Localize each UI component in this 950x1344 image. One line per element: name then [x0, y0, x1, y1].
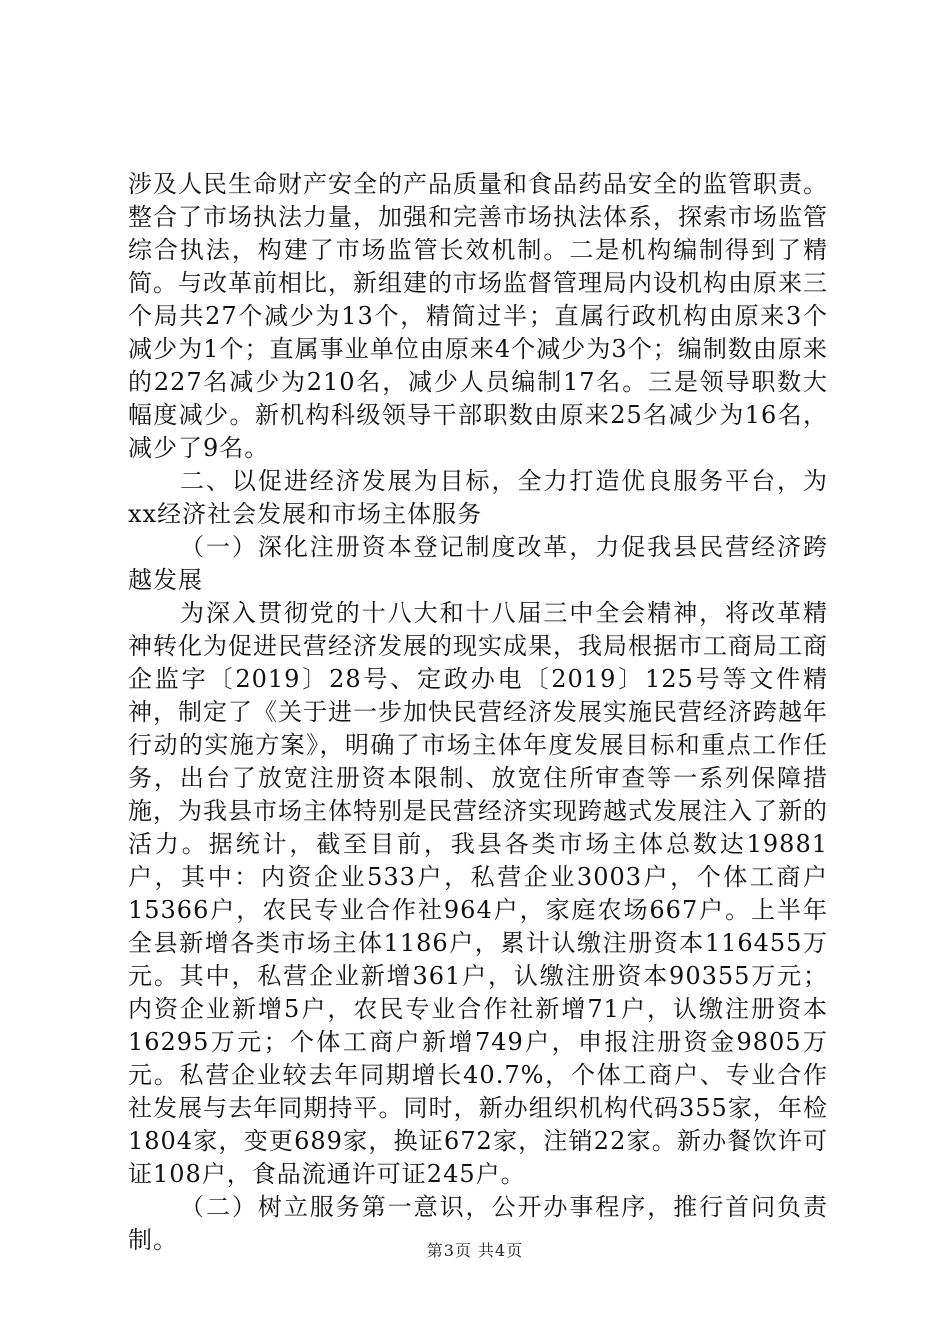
heading-section-two: 二、以促进经济发展为目标，全力打造优良服务平台，为xx经济社会发展和市场主体服务 [128, 467, 828, 528]
paragraph-reform-results: 涉及人民生命财产安全的产品质量和食品药品安全的监管职责。整合了市场执法力量，加强和完善市场执法体系，探索市场监管综合执法，构建了市场监管长效机制。二是机构编制得到了精简。与改革前相比，新组建的市场监督管理局内设机构由原来三个局共27个减少为13个，精简过半；直属行政机构由原来3个减少为1个；直属事业单位由原来4个减少为3个；编制数由原来的227名减少为210名，减少人员编制17名。三是领导职数大幅度减少。新机构科级领导干部职数由原来25名减少为16名，减少了9名。 [128, 170, 828, 462]
document-body [128, 168, 828, 1257]
subheading-service-first: （二）树立服务第一意识，公开办事程序，推行首问负责制。 [128, 1193, 828, 1254]
paragraph-private-economy: 为深入贯彻党的十八大和十八届三中全会精神，将改革精神转化为促进民营经济发展的现实成果，我局根据市工商局工商企监字〔2019〕28号、定政办电〔2019〕125号等文件精神，制定了《关于进一步加快民营经济发展实施民营经济跨越年行动的实施方案》，明确了市场主体年度发展目标和重点工作任务，出台了放宽注册资本限制、放宽住所审查等一系列保障措施，为我县市场主体特别是民营经济实现跨越式发展注入了新的活力。据统计，截至目前，我县各类市场主体总数达19881户，其中：内资企业533户，私营企业3003户，个体工商户15366户，农民专业合作社964户，家庭农场667户。上半年全县新增各类市场主体1186户，累计认缴注册资本116455万元。其中，私营企业新增361户，认缴注册资本90355万元；内资企业新增5户，农民专业合作社新增71户，认缴注册资本16295万元；个体工商户新增749户，申报注册资金9805万元。私营企业较去年同期增长40.7%，个体工商户、专业合作社发展与去年同期持平。同时，新办组织机构代码355家，年检1804家，变更689家，换证672家，注销22家。新办餐饮许可证108户，食品流通许可证245户。 [128, 599, 828, 1188]
page-number-footer: 第3页 共4页 [426, 1241, 524, 1260]
subheading-registration-reform: （一）深化注册资本登记制度改革，力促我县民营经济跨越发展 [128, 533, 828, 594]
